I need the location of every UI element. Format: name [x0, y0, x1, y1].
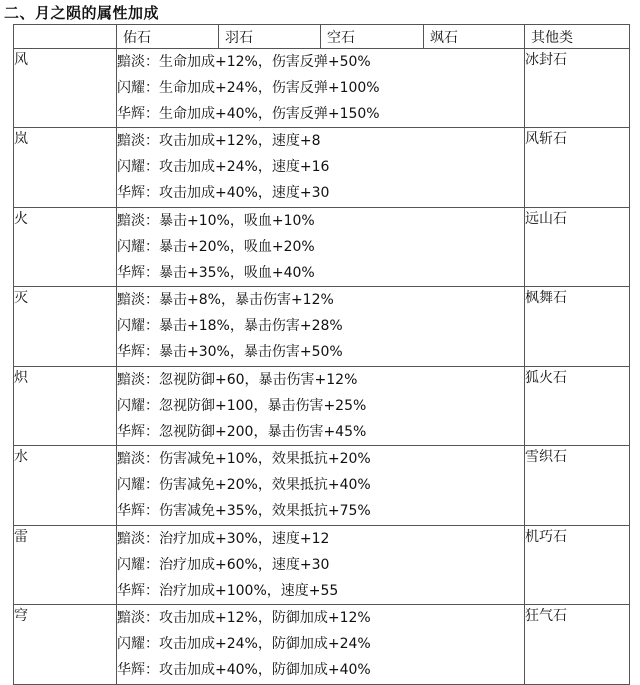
effect-line: 闪耀：生命加成+24%，伤害反弹+100% — [117, 80, 380, 96]
other-stone-cell: 狐火石 — [525, 367, 630, 446]
effects-cell — [117, 605, 525, 685]
attribute-table — [13, 24, 630, 685]
header-cell-sashi: 飒石 — [424, 25, 525, 49]
other-stone-cell: 狂气石 — [525, 605, 630, 685]
effect-line: 华辉：攻击加成+40%，防御加成+40% — [117, 662, 371, 678]
table-header-row — [14, 25, 630, 49]
other-stone-cell: 枫舞石 — [525, 287, 630, 367]
effect-line: 华辉：忽视防御+200，暴击伤害+45% — [117, 424, 367, 440]
effect-line: 华辉：暴击+35%，吸血+40% — [117, 265, 315, 281]
effect-line: 黯淡：攻击加成+12%，速度+8 — [117, 133, 321, 149]
section-title: 二、月之陨的属性加成 — [4, 4, 160, 22]
effect-line: 闪耀：伤害减免+20%，效果抵抗+40% — [117, 477, 371, 493]
table-row — [14, 208, 630, 287]
other-stone-cell: 机巧石 — [525, 526, 630, 605]
effect-line: 闪耀：攻击加成+24%，速度+16 — [117, 159, 330, 175]
effects-cell — [117, 446, 525, 526]
effect-line: 闪耀：暴击+18%，暴击伤害+28% — [117, 318, 343, 334]
element-cell: 灭 — [14, 287, 117, 367]
table-row — [14, 128, 630, 208]
effects-cell — [117, 367, 525, 446]
effects-cell — [117, 208, 525, 287]
element-cell: 水 — [14, 446, 117, 526]
effect-line: 黯淡：治疗加成+30%，速度+12 — [117, 531, 330, 547]
other-stone-cell: 冰封石 — [525, 49, 630, 128]
effects-cell — [117, 128, 525, 208]
element-cell: 炽 — [14, 367, 117, 446]
effects-cell — [117, 287, 525, 367]
effect-line: 黯淡：暴击+10%，吸血+10% — [117, 213, 315, 229]
table-row — [14, 526, 630, 605]
effect-line: 黯淡：伤害减免+10%，效果抵抗+20% — [117, 451, 371, 467]
header-cell-other: 其他类 — [525, 25, 630, 49]
effect-line: 闪耀：攻击加成+24%，防御加成+24% — [117, 636, 371, 652]
effect-line: 闪耀：忽视防御+100，暴击伤害+25% — [117, 398, 367, 414]
element-cell: 穹 — [14, 605, 117, 685]
other-stone-cell: 风斩石 — [525, 128, 630, 208]
effect-line: 华辉：伤害减免+35%，效果抵抗+75% — [117, 503, 371, 519]
effect-line: 黯淡：暴击+8%，暴击伤害+12% — [117, 292, 334, 308]
effect-line: 黯淡：攻击加成+12%，防御加成+12% — [117, 610, 371, 626]
element-cell: 风 — [14, 49, 117, 128]
header-cell-yushi: 羽石 — [219, 25, 321, 49]
effect-line: 华辉：治疗加成+100%，速度+55 — [117, 583, 339, 599]
effect-line: 黯淡：生命加成+12%，伤害反弹+50% — [117, 54, 371, 70]
effect-line: 华辉：生命加成+40%，伤害反弹+150% — [117, 106, 380, 122]
element-cell: 雷 — [14, 526, 117, 605]
effect-line: 闪耀：暴击+20%，吸血+20% — [117, 239, 315, 255]
table-row — [14, 287, 630, 367]
other-stone-cell: 雪织石 — [525, 446, 630, 526]
table-row — [14, 367, 630, 446]
table-row — [14, 446, 630, 526]
header-cell-youshi: 佑石 — [117, 25, 219, 49]
effects-cell — [117, 526, 525, 605]
effects-cell — [117, 49, 525, 128]
element-cell: 火 — [14, 208, 117, 287]
effect-line: 华辉：攻击加成+40%，速度+30 — [117, 185, 330, 201]
effect-line: 闪耀：治疗加成+60%，速度+30 — [117, 557, 330, 573]
table-row — [14, 49, 630, 128]
table-row — [14, 605, 630, 685]
element-cell: 岚 — [14, 128, 117, 208]
effect-line: 黯淡：忽视防御+60，暴击伤害+12% — [117, 372, 358, 388]
effect-line: 华辉：暴击+30%，暴击伤害+50% — [117, 344, 343, 360]
other-stone-cell: 远山石 — [525, 208, 630, 287]
header-cell-kongshi: 空石 — [321, 25, 424, 49]
header-cell-blank — [14, 25, 117, 49]
